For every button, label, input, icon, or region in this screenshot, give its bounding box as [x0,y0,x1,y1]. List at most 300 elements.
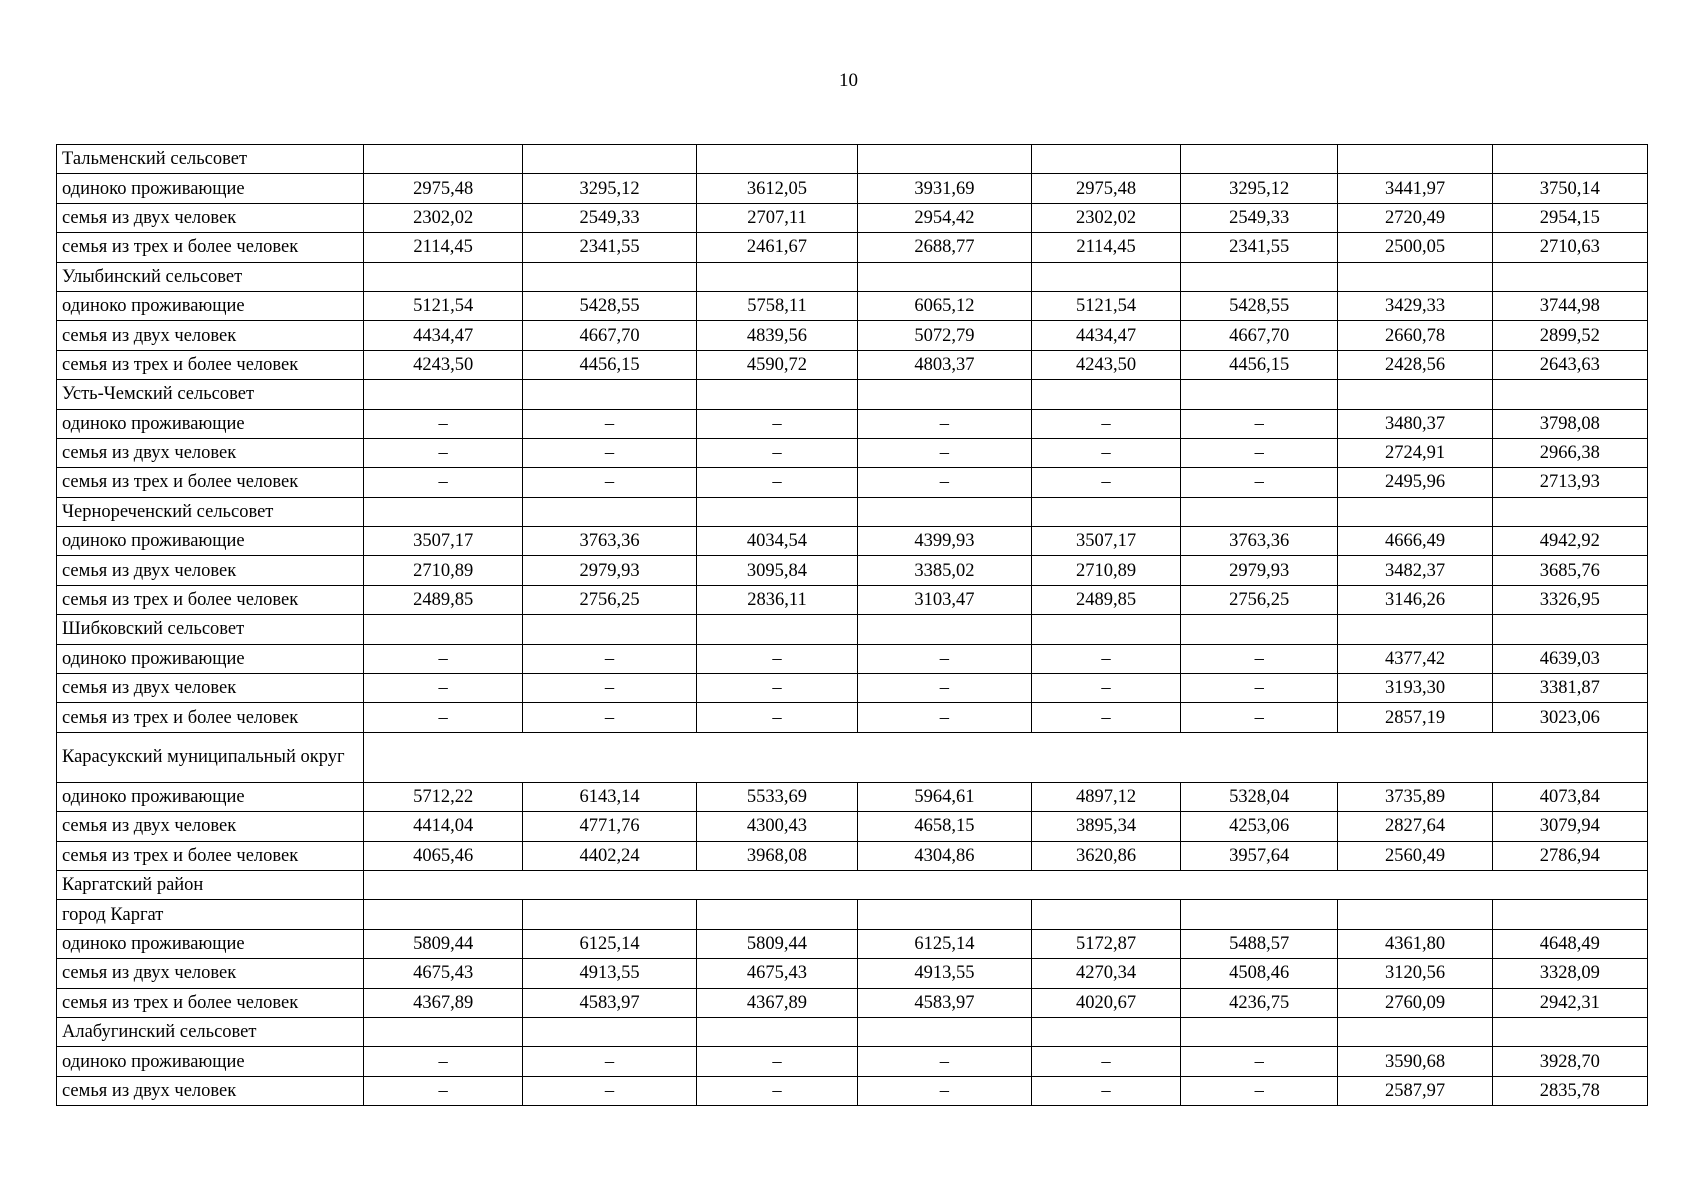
table-row [57,291,1648,320]
value-cell: – [697,644,858,673]
value-cell: 5533,69 [697,782,858,811]
value-cell: 2428,56 [1338,350,1492,379]
value-cell: 2341,55 [1181,233,1338,262]
value-cell: 5488,57 [1181,929,1338,958]
value-cell: 2786,94 [1492,841,1647,870]
table-row [57,1047,1648,1076]
empty-cell [1492,900,1647,929]
value-cell: 2975,48 [1032,174,1181,203]
value-cell: 3620,86 [1032,841,1181,870]
value-cell: 3750,14 [1492,174,1647,203]
section-name-cell: Чернореченский сельсовет [57,497,364,526]
value-cell: – [364,1076,522,1105]
value-cell: 4402,24 [522,841,696,870]
value-cell: – [697,1076,858,1105]
value-cell: – [857,644,1031,673]
table-row [57,959,1648,988]
empty-cell [522,380,696,409]
value-cell: – [1032,1076,1181,1105]
section-name-cell: город Каргат [57,900,364,929]
category-name-cell: одиноко проживающие [57,644,364,673]
value-cell: – [522,468,696,497]
value-cell: 2954,42 [857,203,1031,232]
value-cell: 4666,49 [1338,527,1492,556]
table-row [57,1076,1648,1105]
category-name-cell: одиноко проживающие [57,1047,364,1076]
value-cell: 4377,42 [1338,644,1492,673]
category-name-cell: семья из трех и более человек [57,841,364,870]
value-cell: 5964,61 [857,782,1031,811]
value-cell: 3744,98 [1492,291,1647,320]
value-cell: – [364,644,522,673]
empty-cell [1032,900,1181,929]
category-name-cell: семья из трех и более человек [57,585,364,614]
empty-cell [857,1017,1031,1046]
value-cell: 3429,33 [1338,291,1492,320]
value-cell: 2724,91 [1338,438,1492,467]
empty-cell [1338,1017,1492,1046]
value-cell: – [364,409,522,438]
table-row [57,174,1648,203]
empty-cell [1032,1017,1181,1046]
value-cell: 4667,70 [522,321,696,350]
value-cell: 3957,64 [1181,841,1338,870]
value-cell: 4367,89 [697,988,858,1017]
value-cell: – [364,1047,522,1076]
value-cell: 3482,37 [1338,556,1492,585]
value-cell: 3798,08 [1492,409,1647,438]
value-cell: 3968,08 [697,841,858,870]
value-cell: 4675,43 [697,959,858,988]
value-cell: 3895,34 [1032,812,1181,841]
empty-cell [857,900,1031,929]
page-number: 10 [839,70,858,91]
value-cell: – [1181,674,1338,703]
value-cell: 4456,15 [522,350,696,379]
empty-cell [1181,497,1338,526]
value-cell: – [364,674,522,703]
value-cell: 2710,63 [1492,233,1647,262]
value-cell: 3193,30 [1338,674,1492,703]
value-cell: – [697,703,858,732]
value-cell: 4361,80 [1338,929,1492,958]
value-cell: – [857,674,1031,703]
value-cell: 4456,15 [1181,350,1338,379]
empty-cell [857,145,1031,174]
value-cell: – [857,703,1031,732]
value-cell: – [857,438,1031,467]
table-row [57,585,1648,614]
table-row [57,556,1648,585]
value-cell: – [1181,1076,1338,1105]
value-cell: – [1032,409,1181,438]
value-cell: 3120,56 [1338,959,1492,988]
value-cell: 3023,06 [1492,703,1647,732]
value-cell: – [697,1047,858,1076]
category-name-cell: семья из трех и более человек [57,233,364,262]
empty-cell [1032,262,1181,291]
value-cell: – [1032,674,1181,703]
value-cell: – [1181,438,1338,467]
value-cell: 3590,68 [1338,1047,1492,1076]
empty-cell [1181,380,1338,409]
table-section-row [57,732,1648,782]
value-cell: 2549,33 [522,203,696,232]
value-cell: 4073,84 [1492,782,1647,811]
empty-cell [697,145,858,174]
value-cell: 6125,14 [522,929,696,958]
value-cell: 4913,55 [522,959,696,988]
value-cell: – [1181,703,1338,732]
value-cell: 2710,89 [364,556,522,585]
empty-cell [1338,262,1492,291]
value-cell: 4590,72 [697,350,858,379]
empty-cell [1492,1017,1647,1046]
value-cell: 2836,11 [697,585,858,614]
value-cell: 2979,93 [522,556,696,585]
value-cell: 4304,86 [857,841,1031,870]
value-cell: – [697,438,858,467]
table-row [57,703,1648,732]
value-cell: 4270,34 [1032,959,1181,988]
section-name-cell: Карасукский муниципальный округ [57,732,364,782]
empty-cell [1338,497,1492,526]
value-cell: 2302,02 [1032,203,1181,232]
value-cell: 2966,38 [1492,438,1647,467]
value-cell: 3095,84 [697,556,858,585]
empty-cell [522,1017,696,1046]
value-cell: 3928,70 [1492,1047,1647,1076]
table-row [57,812,1648,841]
value-cell: 4243,50 [1032,350,1181,379]
value-cell: 4639,03 [1492,644,1647,673]
value-cell: 2720,49 [1338,203,1492,232]
empty-cell [522,900,696,929]
empty-cell [364,732,1648,782]
value-cell: 4583,97 [857,988,1031,1017]
value-cell: 2341,55 [522,233,696,262]
value-cell: 4434,47 [364,321,522,350]
table-row [57,438,1648,467]
empty-cell [697,1017,858,1046]
empty-cell [364,497,522,526]
table-section-row [57,262,1648,291]
value-cell: 5809,44 [697,929,858,958]
value-cell: – [522,409,696,438]
value-cell: – [1032,703,1181,732]
value-cell: 2713,93 [1492,468,1647,497]
value-cell: 2587,97 [1338,1076,1492,1105]
category-name-cell: одиноко проживающие [57,291,364,320]
table-row [57,350,1648,379]
value-cell: 2942,31 [1492,988,1647,1017]
empty-cell [364,380,522,409]
value-cell: 4839,56 [697,321,858,350]
category-name-cell: семья из двух человек [57,1076,364,1105]
value-cell: – [1181,1047,1338,1076]
empty-cell [1181,900,1338,929]
value-cell: 3326,95 [1492,585,1647,614]
value-cell: 3763,36 [1181,527,1338,556]
value-cell: 3385,02 [857,556,1031,585]
table-section-row [57,380,1648,409]
value-cell: 2643,63 [1492,350,1647,379]
value-cell: 2688,77 [857,233,1031,262]
value-cell: 2760,09 [1338,988,1492,1017]
value-cell: 4034,54 [697,527,858,556]
empty-cell [697,900,858,929]
empty-cell [697,380,858,409]
table-section-row [57,497,1648,526]
section-name-cell: Усть-Чемский сельсовет [57,380,364,409]
empty-cell [522,262,696,291]
value-cell: 2899,52 [1492,321,1647,350]
value-cell: 4675,43 [364,959,522,988]
value-cell: – [1032,644,1181,673]
value-cell: – [364,703,522,732]
value-cell: – [1032,438,1181,467]
value-cell: 5428,55 [522,291,696,320]
section-name-cell: Алабугинский сельсовет [57,1017,364,1046]
value-cell: 3079,94 [1492,812,1647,841]
value-cell: 2954,15 [1492,203,1647,232]
empty-cell [1492,145,1647,174]
empty-cell [364,870,1648,899]
value-cell: 3103,47 [857,585,1031,614]
value-cell: – [1181,644,1338,673]
table-row [57,468,1648,497]
value-cell: 4583,97 [522,988,696,1017]
value-cell: 5809,44 [364,929,522,958]
value-cell: – [364,468,522,497]
value-cell: – [697,409,858,438]
category-name-cell: семья из трех и более человек [57,703,364,732]
value-cell: 2660,78 [1338,321,1492,350]
empty-cell [522,145,696,174]
value-cell: 3735,89 [1338,782,1492,811]
empty-cell [364,145,522,174]
table-row [57,527,1648,556]
value-cell: – [522,1047,696,1076]
value-cell: 4913,55 [857,959,1031,988]
empty-cell [1492,497,1647,526]
empty-cell [1492,380,1647,409]
section-name-cell: Каргатский район [57,870,364,899]
value-cell: 5172,87 [1032,929,1181,958]
value-cell: – [1032,468,1181,497]
empty-cell [1492,615,1647,644]
value-cell: – [1032,1047,1181,1076]
value-cell: – [522,703,696,732]
value-cell: 3763,36 [522,527,696,556]
table-body [57,145,1648,1106]
table-row [57,409,1648,438]
category-name-cell: одиноко проживающие [57,527,364,556]
value-cell: 4658,15 [857,812,1031,841]
empty-cell [364,900,522,929]
table-row [57,782,1648,811]
value-cell: 4300,43 [697,812,858,841]
value-cell: 4667,70 [1181,321,1338,350]
value-cell: 5328,04 [1181,782,1338,811]
value-cell: – [522,644,696,673]
category-name-cell: семья из двух человек [57,321,364,350]
value-cell: 5121,54 [364,291,522,320]
value-cell: 5072,79 [857,321,1031,350]
value-cell: – [697,468,858,497]
value-cell: 2500,05 [1338,233,1492,262]
value-cell: 3685,76 [1492,556,1647,585]
empty-cell [522,615,696,644]
value-cell: 4434,47 [1032,321,1181,350]
value-cell: 4253,06 [1181,812,1338,841]
section-name-cell: Шибковский сельсовет [57,615,364,644]
value-cell: 2489,85 [364,585,522,614]
table-section-row [57,615,1648,644]
value-cell: 2827,64 [1338,812,1492,841]
empty-cell [1032,497,1181,526]
table-section-row [57,1017,1648,1046]
value-cell: – [522,1076,696,1105]
category-name-cell: семья из двух человек [57,203,364,232]
table-row [57,988,1648,1017]
category-name-cell: одиноко проживающие [57,782,364,811]
value-cell: – [857,409,1031,438]
empty-cell [1338,615,1492,644]
value-cell: 3381,87 [1492,674,1647,703]
value-cell: 2489,85 [1032,585,1181,614]
value-cell: 4236,75 [1181,988,1338,1017]
category-name-cell: семья из двух человек [57,556,364,585]
value-cell: 2560,49 [1338,841,1492,870]
category-name-cell: семья из двух человек [57,812,364,841]
table-row [57,644,1648,673]
value-cell: 3146,26 [1338,585,1492,614]
value-cell: 2975,48 [364,174,522,203]
value-cell: 2302,02 [364,203,522,232]
empty-cell [857,380,1031,409]
empty-cell [1338,900,1492,929]
value-cell: 4367,89 [364,988,522,1017]
empty-cell [522,497,696,526]
value-cell: 4414,04 [364,812,522,841]
value-cell: – [522,674,696,703]
value-cell: 3480,37 [1338,409,1492,438]
empty-cell [1181,262,1338,291]
category-name-cell: одиноко проживающие [57,174,364,203]
table-row [57,929,1648,958]
value-cell: 4399,93 [857,527,1031,556]
value-cell: 4803,37 [857,350,1031,379]
empty-cell [857,615,1031,644]
value-cell: – [1181,468,1338,497]
empty-cell [1181,615,1338,644]
value-cell: 3295,12 [1181,174,1338,203]
empty-cell [364,615,522,644]
value-cell: 6125,14 [857,929,1031,958]
value-cell: – [522,438,696,467]
value-cell: 2756,25 [1181,585,1338,614]
value-cell: 5712,22 [364,782,522,811]
value-cell: 3931,69 [857,174,1031,203]
empty-cell [857,262,1031,291]
subsistence-table [56,144,1648,1106]
value-cell: 5428,55 [1181,291,1338,320]
value-cell: 5758,11 [697,291,858,320]
empty-cell [697,615,858,644]
value-cell: 5121,54 [1032,291,1181,320]
empty-cell [1032,145,1181,174]
value-cell: 3328,09 [1492,959,1647,988]
table-row [57,203,1648,232]
value-cell: 2979,93 [1181,556,1338,585]
empty-cell [1181,145,1338,174]
empty-cell [364,1017,522,1046]
value-cell: – [364,438,522,467]
value-cell: 4942,92 [1492,527,1647,556]
empty-cell [1181,1017,1338,1046]
empty-cell [1338,145,1492,174]
table-section-row [57,145,1648,174]
value-cell: 6143,14 [522,782,696,811]
empty-cell [1032,615,1181,644]
value-cell: – [857,1076,1031,1105]
category-name-cell: семья из трех и более человек [57,350,364,379]
value-cell: 4897,12 [1032,782,1181,811]
table-row [57,674,1648,703]
value-cell: 3612,05 [697,174,858,203]
empty-cell [857,497,1031,526]
value-cell: – [697,674,858,703]
value-cell: 3295,12 [522,174,696,203]
empty-cell [1338,380,1492,409]
empty-cell [1032,380,1181,409]
value-cell: 6065,12 [857,291,1031,320]
category-name-cell: семья из двух человек [57,959,364,988]
section-name-cell: Тальменский сельсовет [57,145,364,174]
section-name-cell: Улыбинский сельсовет [57,262,364,291]
value-cell: 2756,25 [522,585,696,614]
value-cell: 4648,49 [1492,929,1647,958]
value-cell: 4020,67 [1032,988,1181,1017]
table-section-row [57,870,1648,899]
value-cell: 2114,45 [364,233,522,262]
value-cell: – [857,468,1031,497]
value-cell: 3507,17 [364,527,522,556]
value-cell: 2710,89 [1032,556,1181,585]
value-cell: 2114,45 [1032,233,1181,262]
category-name-cell: семья из двух человек [57,674,364,703]
category-name-cell: одиноко проживающие [57,929,364,958]
value-cell: 2461,67 [697,233,858,262]
value-cell: – [1181,409,1338,438]
category-name-cell: семья из трех и более человек [57,988,364,1017]
empty-cell [697,497,858,526]
value-cell: 2549,33 [1181,203,1338,232]
empty-cell [364,262,522,291]
value-cell: 4508,46 [1181,959,1338,988]
value-cell: 2707,11 [697,203,858,232]
value-cell: 4243,50 [364,350,522,379]
value-cell: 2835,78 [1492,1076,1647,1105]
empty-cell [697,262,858,291]
table-row [57,233,1648,262]
value-cell: 2857,19 [1338,703,1492,732]
empty-cell [1492,262,1647,291]
value-cell: – [857,1047,1031,1076]
table-section-row [57,900,1648,929]
category-name-cell: одиноко проживающие [57,409,364,438]
